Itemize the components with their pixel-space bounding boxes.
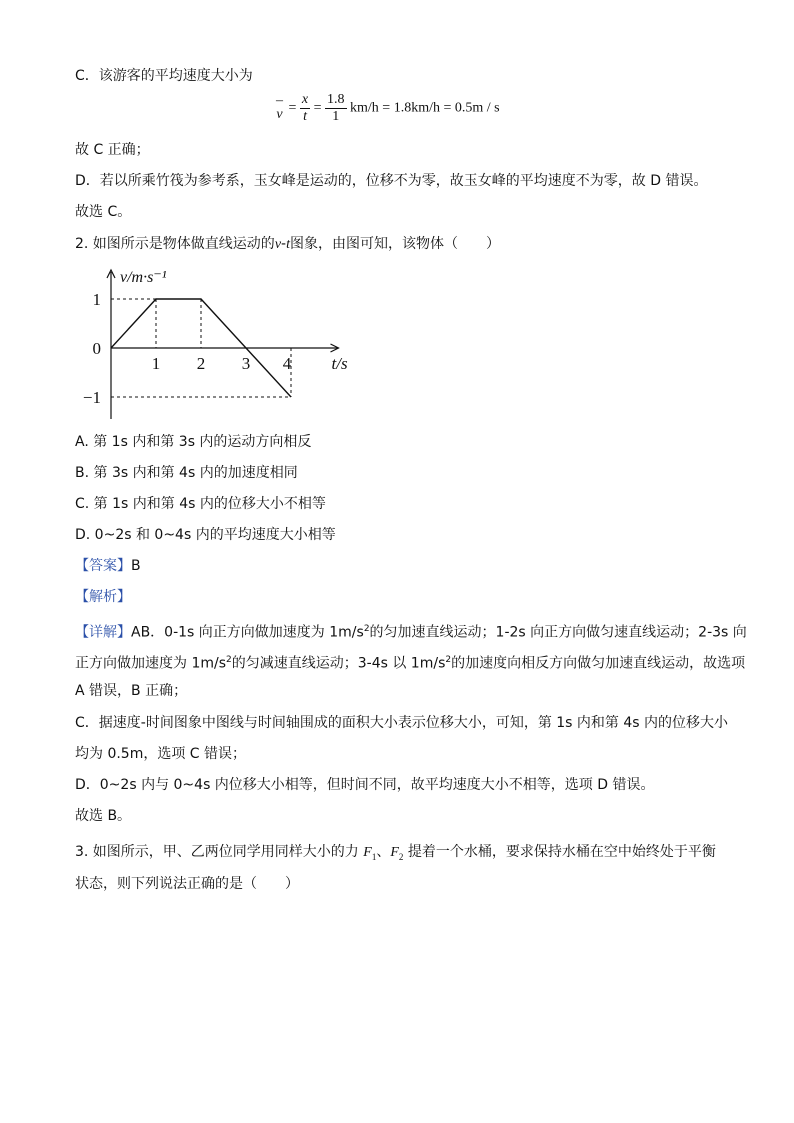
question-2-stem: 2. 如图所示是物体做直线运动的v-t图象，由图可知，该物体（ ） <box>75 236 500 252</box>
text-line: 故 C 正确； <box>75 142 150 158</box>
x-tick-label: 3 <box>241 354 251 373</box>
detail-line-4: C．据速度-时间图象中图线与时间轴围成的面积大小表示位移大小，可知，第 1s 内和第 4s 内的位移大小 <box>75 715 729 731</box>
text-line: D．若以所乘竹筏为参考系，玉女峰是运动的，位移不为零，故玉女峰的平均速度不为零，故 D 错误。 <box>75 173 708 189</box>
option-c: C. 第 1s 内和第 4s 内的位移大小不相等 <box>75 496 326 512</box>
analysis-heading: 【解析】 <box>75 589 131 605</box>
detail-line-1: 【详解】AB．0-1s 向正方向做加速度为 $1m/s^2$的匀加速直线运动；1-2s 向正方向做匀速直线运动；2-3s 向 <box>75 624 747 641</box>
answer-line: 【答案】B <box>75 558 141 574</box>
question-3-stem: 3. 如图所示，甲、乙两位同学用同样大小的力 $F_1$、$F_2$ 提着一个水桶，要求保持水桶在空中始终处于平衡 <box>75 844 716 862</box>
x-tick-label: 1 <box>151 354 161 373</box>
y-axis-label: v/m·s⁻¹ <box>120 269 167 286</box>
text-line: 故选 C。 <box>75 204 132 220</box>
detail-line-6: D．0~2s 内与 0~4s 内位移大小相等，但时间不同，故平均速度大小不相等，选项 D 错误。 <box>75 777 655 793</box>
y-tick-label: 1 <box>92 290 101 309</box>
option-d: D. 0~2s 和 0~4s 内的平均速度大小相等 <box>75 527 336 543</box>
option-a: A. 第 1s 内和第 3s 内的运动方向相反 <box>75 434 312 450</box>
x-tick-label: 4 <box>282 354 292 373</box>
detail-line-5: 均为 0.5m，选项 C 错误； <box>75 746 247 762</box>
text-line: C．该游客的平均速度大小为 <box>75 68 253 84</box>
detail-line-2: 正方向做加速度为 $1m/s^2$的匀减速直线运动；3-4s 以 $1m/s^2$的加速度向相反方向做匀加速直线运动，故选项 <box>75 655 746 672</box>
detail-line-3: A 错误，B 正确； <box>75 683 188 699</box>
x-axis-label: t/s <box>331 354 348 373</box>
y-tick-label: 0 <box>92 339 101 358</box>
option-b: B. 第 3s 内和第 4s 内的加速度相同 <box>75 465 298 481</box>
y-tick-label: −1 <box>82 388 101 407</box>
question-3-stem-cont: 状态，则下列说法正确的是（ ） <box>75 876 299 892</box>
x-tick-label: 2 <box>196 354 206 373</box>
average-velocity-equation: – v = $\frac{x}{t}$ = $\frac{1.8}{1}$ km/h = 1.8km/h = 0.5m / s <box>276 92 500 124</box>
detail-line-7: 故选 B。 <box>75 808 132 824</box>
vt-graph <box>80 262 350 422</box>
